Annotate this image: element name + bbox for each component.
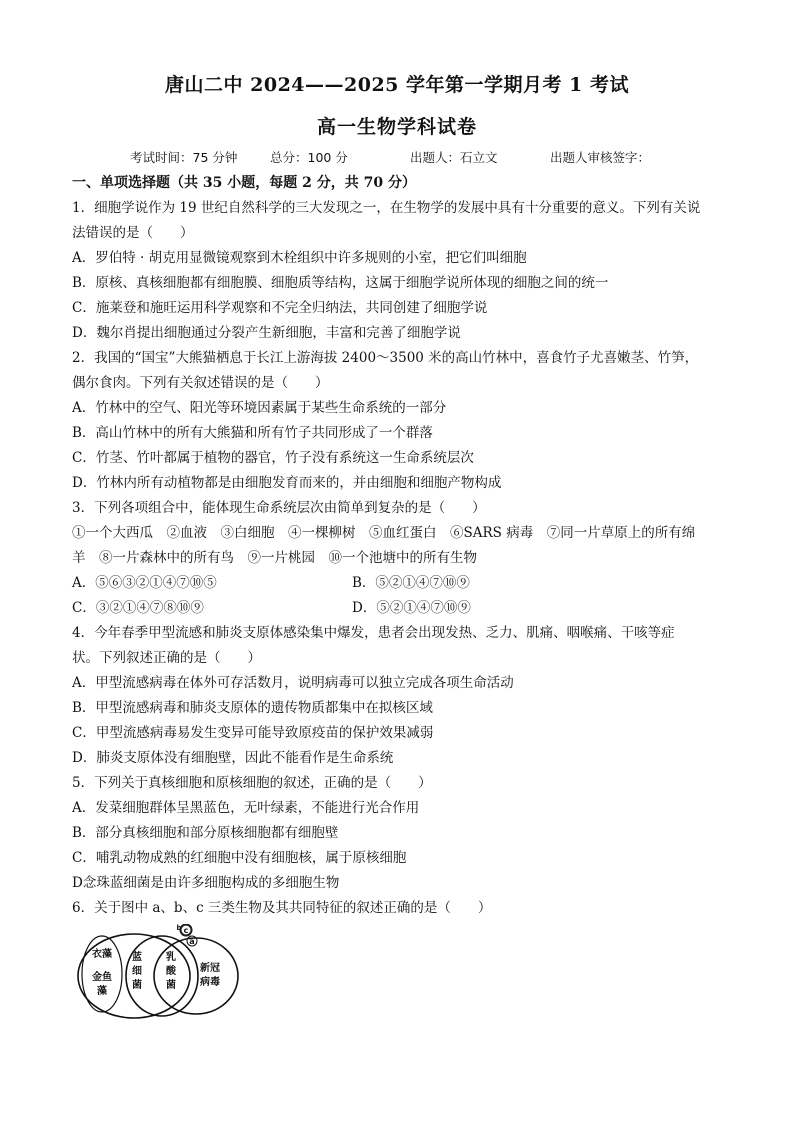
q6-stem: 6．关于图中 a、b、c 三类生物及其共同特征的叙述正确的是（ ）	[72, 900, 492, 916]
label-c: c	[183, 926, 189, 935]
text-rusuanjun-3: 菌	[166, 980, 176, 991]
q2-option-a: A．竹林中的空气、阳光等环境因素属于某些生命系统的一部分	[72, 400, 447, 416]
text-xinguan-1: 新冠	[200, 963, 220, 974]
q1-option-a: A．罗伯特 · 胡克用显微镜观察到木栓组织中许多规则的小室，把它们叫细胞	[72, 250, 527, 266]
text-lanxijun-3: 菌	[132, 980, 142, 991]
section-heading: 一、单项选择题（共 35 小题，每题 2 分，共 70 分）	[72, 175, 416, 191]
q3-options-row1	[72, 571, 732, 596]
text-lanxijun-1: 蓝	[132, 952, 142, 963]
q3-option-d: D．⑤②①④⑦⑩⑨	[352, 600, 471, 616]
q2-stem-line2: 偶尔食肉。下列有关叙述错误的是（ ）	[72, 375, 329, 391]
label-b: b	[176, 924, 182, 932]
q4-option-d: D．肺炎支原体没有细胞壁，因此不能看作是生命系统	[72, 750, 394, 766]
q5-option-d: D念珠蓝细菌是由许多细胞构成的多细胞生物	[72, 875, 340, 891]
exam-time: 考试时间：75 分钟	[130, 150, 238, 165]
text-rusuanjun-1: 乳	[166, 952, 176, 963]
text-jinyuzao-2: 藻	[97, 986, 107, 997]
q5-option-a: A．发菜细胞群体呈黑蓝色，无叶绿素，不能进行光合作用	[72, 800, 420, 816]
q4-option-b: B．甲型流感病毒和肺炎支原体的遗传物质都集中在拟核区域	[72, 700, 433, 716]
total-score: 总分：100 分	[270, 150, 348, 165]
text-rusuanjun-2: 酸	[166, 966, 176, 977]
q4-stem-line1: 4．今年春季甲型流感和肺炎支原体感染集中爆发，患者会出现发热、乏力、肌痛、咽喉痛、干咳等症	[72, 625, 675, 641]
text-xinguan-2: 病毒	[200, 977, 220, 988]
q2-option-c: C．竹茎、竹叶都属于植物的器官，竹子没有系统这一生命系统层次	[72, 450, 474, 466]
exam-title: 唐山二中 2024——2025 学年第一学期月考 1 考试	[165, 74, 629, 96]
q3-option-b: B．⑤②①④⑦⑩⑨	[352, 575, 470, 591]
exam-meta	[130, 148, 650, 166]
q3-items-line1: ①一个大西瓜 ②血液 ③白细胞 ④一棵柳树 ⑤血红蛋白 ⑥SARS 病毒 ⑦同一片草原上的所有绵	[72, 525, 696, 541]
q3-items-line2: 羊 ⑧一片森林中的所有鸟 ⑨一片桃园 ⑩一个池塘中的所有生物	[72, 550, 477, 566]
q5-stem: 5．下列关于真核细胞和原核细胞的叙述，正确的是（ ）	[72, 775, 432, 791]
q1-option-c: C．施莱登和施旺运用科学观察和不完全归纳法，共同创建了细胞学说	[72, 300, 488, 316]
venn-diagram	[74, 924, 244, 1024]
text-lanxijun-2: 细	[132, 966, 142, 977]
q2-stem-line1: 2．我国的“国宝”大熊猫栖息于长江上游海拔 2400～3500 米的高山竹林中，喜食竹子尤喜嫩茎、竹笋，	[72, 350, 699, 366]
exam-subtitle: 高一生物学科试卷	[316, 116, 477, 138]
setter: 出题人：石立文	[410, 150, 498, 165]
q4-stem-line2: 状。下列叙述正确的是（ ）	[72, 650, 261, 666]
q3-option-a: A．⑤⑥③②①④⑦⑩⑤	[72, 575, 217, 591]
questions	[72, 196, 732, 921]
q5-option-c: C．哺乳动物成熟的红细胞中没有细胞核，属于原核细胞	[72, 850, 407, 866]
q3-option-c: C．③②①④⑦⑧⑩⑨	[72, 600, 204, 616]
q1-option-d: D．魏尔肖提出细胞通过分裂产生新细胞，丰富和完善了细胞学说	[72, 325, 461, 341]
q4-option-a: A．甲型流感病毒在体外可存活数月，说明病毒可以独立完成各项生命活动	[72, 675, 514, 691]
q1-stem-line1: 1．细胞学说作为 19 世纪自然科学的三大发现之一，在生物学的发展中具有十分重要的意义。下列有关说	[72, 200, 701, 216]
q3-options-row2	[72, 596, 732, 621]
reviewer: 出题人审核签字：	[550, 150, 651, 165]
q1-option-b: B．原核、真核细胞都有细胞膜、细胞质等结构，这属于细胞学说所体现的细胞之间的统一	[72, 275, 609, 291]
q1-stem-line2: 法错误的是（ ）	[72, 225, 194, 241]
text-yizao: 衣藻	[92, 949, 112, 960]
text-jinyuzao-1: 金鱼	[92, 972, 112, 983]
q2-option-b: B．高山竹林中的所有大熊猫和所有竹子共同形成了一个群落	[72, 425, 433, 441]
q2-option-d: D．竹林内所有动植物都是由细胞发育而来的，并由细胞和细胞产物构成	[72, 475, 502, 491]
q5-option-b: B．部分真核细胞和部分原核细胞都有细胞壁	[72, 825, 339, 841]
q3-stem: 3．下列各项组合中，能体现生命系统层次由简单到复杂的是（ ）	[72, 500, 486, 516]
q4-option-c: C．甲型流感病毒易发生变异可能导致原疫苗的保护效果减弱	[72, 725, 434, 741]
label-a: a	[189, 937, 195, 946]
